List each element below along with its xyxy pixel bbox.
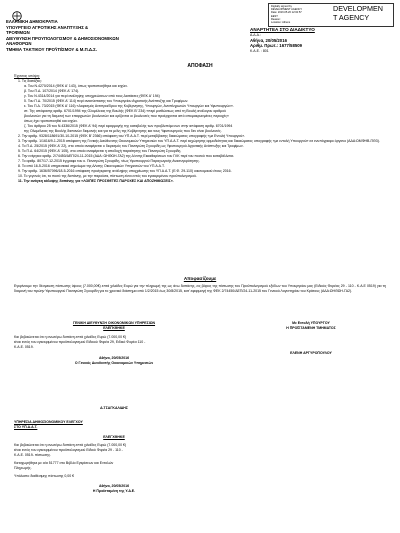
document-body	[14, 74, 388, 184]
director-name: Δ.ΤΣΑΓΚΑΛΙΔΗΣ	[100, 406, 128, 410]
minister-order-block	[236, 321, 386, 356]
list-item: 7. Το αριθμ. 807/17-12-2015 έγγραφο του κ. Παναγιώτη Σγουρίδη, τέως Υφυπουργού Παραγωγικής Ανασυγκρότησης.	[18, 159, 200, 163]
provisions-intro: 1. Τις διατάξεις:	[18, 79, 42, 83]
list-item: 8. Το από 16-5-2016 υπηρεσιακό σημείωμα της Δ/νσης Οικονομικών Υπηρεσιών του ΥΠ.Α.Α.Τ.	[18, 164, 165, 168]
provision-item: ζ. Του άρθρου 25 του Ν.4336/2015 (ΦΕΚ Α' 94) περί εφαρμογής της καταβολής των προβλεπόμενων στην απόφαση αριθμ. 6701/1994	[24, 124, 233, 128]
list-item: 4. Το Π.Δ. 25/2015 (ΦΕΚ Α' 22), στο οποίο αναφέρεται ο διορισμός του Παναγιώτη Σγουρίδη ως Υφυπουργού Αγροτικής Ανάπτυξης και Τροφίμων.	[18, 144, 244, 148]
decision-title: ΑΠΟΦΑΣΗ	[187, 63, 213, 69]
provision-item: βουλευτών για τη διαμονή των επαρχιωτών βουλευτών και ορίζονται οι βουλευτές που προέρχονται από απομακρυσμένες περιοχές»	[24, 114, 229, 118]
org-line: ΤΜΗΜΑ ΤΑΚΤΙΚΟΥ ΠΡΟΫΠ/ΣΜΟΥ & Μ.Π.Δ.Σ.	[6, 46, 97, 52]
list-item: 6. Την ενέργεια αριθμ. 2/74450/ΔΕΠ/24-11-2015 (ΑΔΑ: ΩΗΘΩΗ-ΓΑ2) της Δ/νσης Εκκαθαρίσεων του ΓΛΚ περί του ποσού που καταβάλλεται.	[18, 154, 235, 158]
audit-date: Αθήνα, 20/05/2016	[98, 484, 130, 488]
provision-item: β. Του Π.Δ. 107/2014 (ΦΕΚ Α' 174).	[24, 89, 80, 93]
date-line: Αθήνα, 20/05/2016	[250, 37, 287, 43]
audit-block: ΥΠΗΡΕΣΙΑ ΔΗΜΟΣΙΟΝΟΜΙΚΟΥ ΕΛΕΓΧΟΥ ΣΤΟ ΥΠ.Α.Α.Τ. ΕΛΕΓΧΘΗΚΕ Και βεβαιώνεται ότι η ανωτέρω δαπάνη επτά χιλιάδες Ευρώ (7.000,00 €) είναι εντός του εγκεκριμένου προϋπολογισμού Ειδικό Φορέα 29 - 110 - Κ.Α.Ε. 0519- πίστωσης. Καταχωρήθηκε με α/α 51777 στο Βιβλίο Εγκρίσεων και Εντολών Πληρωμής. Υπόλοιπο διαθέσιμης πίστωσης 0,00 € Αθήνα, 20/05/2016 Η Προϊσταμένη της Υ.Δ.Ε.	[14, 420, 274, 494]
audit-footer: Η Προϊσταμένη της Υ.Δ.Ε.	[92, 489, 136, 493]
org-line: ΕΛΛΗΝΙΚΗ ΔΗΜΟΚΡΑΤΙΑ	[6, 19, 58, 24]
provision-item: όπως έχει τροποποιηθεί και ισχύει.	[24, 119, 78, 123]
provision-item: ε. Του Π.Δ. 73/2015 (ΦΕΚ Α' 116) «Διορισμός Αντιπροέδρου της Κυβέρνησης, Υπουργών, Αναπληρωτών Υπουργών και Υφυπουργών».	[24, 104, 234, 108]
ada-label: Α.Δ.Α.:	[250, 32, 261, 37]
provision-item: της Ολομέλειας της Βουλής δαπανών διαμονής και για τα μέλη της Κυβέρνησης και τους Υφυπουργούς που δεν είναι βουλευτές.	[24, 129, 222, 133]
minister-order-line: Με Εντολή ΥΠΟΥΡΓΟΥ	[292, 321, 330, 325]
provision-item: στ. Της απόφασης αριθμ. 6701/1994 της Ολομέλειας της Βουλής (ΦΕΚ Β' 234) «περί μισθώσεως από τη Βουλή ανάλογου αριθμού	[24, 109, 226, 113]
list-item: 3. Την αριθμ. 1/1616/9-1-2015 απόφαση της Γενικής Διεύθυνσης Οικονομικών Υπηρεσιών του ΥΠ.Α.Α.Τ. περί εκχώρησης αρμοδιότητας και δικαιώματος υπογραφής «με εντολή Υπουργού» σε ενυπόγραφο όργανο (ΑΔΑ:ΩΜΦΗΒ-ΠΘ3).	[18, 139, 380, 143]
provision-item: γ. Του Ν.4314/2014 για περί ανάληψης υποχρεώσεων από τους Διατάκτες (ΦΕΚ Α' 194)	[24, 94, 160, 98]
audit-title-2: ΣΤΟ ΥΠ.Α.Α.Τ.	[14, 425, 38, 429]
signatory-name: ΕΛΕΝΗ ΑΡΓΥΡΟΠΟΥΛΟΥ	[290, 351, 332, 355]
decide-title: Αποφασίζουμε	[183, 276, 217, 281]
head-of-department: Η ΠΡΟΪΣΤΑΜΕΝΗ ΤΜΗΜΑΤΟΣ	[286, 326, 336, 330]
org-header	[6, 19, 206, 53]
stamp-small-text: Digitally signed by DEVELOPMENT AGENCY Date: 2016.05.20 12:02:57 EEST Reason: Location: Athens	[271, 5, 303, 25]
finance-directorate-title: ΓΕΝΙΚΗ ΔΙΕΥΘΥΝΣΗ ΟΙΚΟΝΟΜΙΚΩΝ ΥΠΗΡΕΣΙΩΝ	[72, 321, 156, 325]
list-item: 11. Την ανάγκη κάλυψης δαπάνης για «ΛΟΙΠΕΣ ΠΡΟΣΘΕΤΕΣ ΠΑΡΟΧΕΣ ΚΑΙ ΑΠΟΖΗΜΙΩΣΕΙΣ».	[18, 179, 174, 183]
posting-title: ΑΝΑΡΤΗΤΕΑ ΣΤΟ ΔΙΑΔΙΚΤΥΟ	[250, 27, 315, 32]
greek-emblem-icon	[12, 8, 22, 18]
provision-item: α. Του Ν.4270/2014 (ΦΕΚ Α' 143), όπως τροποποιήθηκε και ισχύει.	[24, 84, 128, 88]
numbered-items	[14, 134, 388, 184]
protocol-line: Αριθμ. Πρωτ.: 1677/58509	[250, 43, 303, 49]
finance-directorate-block: ΓΕΝΙΚΗ ΔΙΕΥΘΥΝΣΗ ΟΙΚΟΝΟΜΙΚΩΝ ΥΠΗΡΕΣΙΩΝ ΕΛΕΓΚΘΗΚΕ Και βεβαιώνεται ότι η ανωτέρω δαπάνη επτά χιλιάδες Ευρώ (7.000,00 €) είναι εντός του εγκεκριμένου προϋπολογισμού Ειδικού Φορέα 29, Ειδικό Φορέα 110 - Κ.Α.Ε. 0519. Αθήνα, 20/05/2016 Ο Γενικός Διευθυντής Οικονομικών Υπηρεσιών	[14, 321, 214, 366]
provision-item: δ. Του Π.Δ. 70/2015 (ΦΕΚ Α' 114) περί ανασύστασης του Υπουργείου Αγροτικής Ανάπτυξης και Τροφίμων.	[24, 99, 189, 103]
org-line: ΥΠΟΥΡΓΕΙΟ ΑΓΡΟΤΙΚΗΣ ΑΝΑΠΤΥΞΗΣ &	[6, 24, 89, 30]
having-in-mind: Έχοντας υπόψη:	[14, 74, 40, 78]
org-line: ΤΡΟΦΙΜΩΝ	[6, 30, 30, 36]
kae-line: Κ.Α.Ε. : 801	[250, 48, 269, 53]
digital-signature-stamp	[268, 3, 394, 27]
finance-checked: ΕΛΕΓΚΘΗΚΕ	[103, 326, 125, 330]
audit-title: ΥΠΗΡΕΣΙΑ ΔΗΜΟΣΙΟΝΟΜΙΚΟΥ ΕΛΕΓΧΟΥ	[14, 420, 83, 424]
posting-block	[250, 27, 395, 54]
org-line: ΔΙΕΥΘΥΝΣΗ ΠΡΟΥΠΟΛΟΓΙΣΜΟΥ & ΔΗΜΟΣΙΟΝΟΜΙΚΩΝ	[6, 35, 119, 41]
list-item: 10. Το γεγονός ότι, το ποσό της δαπάνης, με την παρούσα, πίστωση είναι εντός του εγκεκριμένου προϋπολογισμού.	[18, 174, 197, 178]
decide-text: Εγκρίνουμε την δέσμευση πίστωσης ύψους (7.000,00€) επτά χιλιάδες Ευρώ για την πληρωμή της ως άνω δαπάνης, εις βάρος της πίστωσης του Προϋπολογισμού εξόδων του Υπουργείου μας (Ειδικός Φορέας 29 - 110 - Κ.Α.Ε 0519) για τη διαμονή του πρώην Υφυπουργού Παναγιώτη Σγουρίδη για το χρονικό διάστημα από 1/2/2015 έως 30/8/2015, κατ' εφαρμογή της ΦΕΚ 2/74450/ΔΕΠ/24-11-2015 του Γενικού Λογιστηρίου του Κράτους (ΑΔΑ:ΩΗΘΩΗ-ΓΑ2).	[14, 284, 386, 293]
audit-checked: ΕΛΕΓΧΘΗΚΕ	[103, 435, 125, 439]
org-line: ΑΝΑΦΟΡΩΝ	[6, 41, 32, 47]
list-item: 9. Την αριθμ. 1636/57096/18-5-2016 απόφαση προέγκρισης ανάληψης υποχρέωσης του ΥΠ.Α.Α.Τ. (Ε.Φ. 29-110) οικονομικού έτους 2016.	[18, 169, 232, 173]
stamp-title: DEVELOPMEN T AGENCY	[333, 5, 383, 22]
provisions-list	[14, 84, 388, 134]
list-item: 5. Το Π.Δ. 64/2015 (ΦΕΚ Α' 105), στο οποίο αναφέρεται η αποδοχή παραίτησης του Παναγιώτη Σγουρίδη.	[18, 149, 182, 153]
list-item: 2. Την αριθμ. 9328/118691/30-10-2015 (ΦΕΚ Β' 2366) απόφαση του ΥΠ.Α.Α.Τ. περί μεταβίβασης δικαιώματος υπογραφής «με Εντολή Υπουργού».	[18, 134, 246, 138]
